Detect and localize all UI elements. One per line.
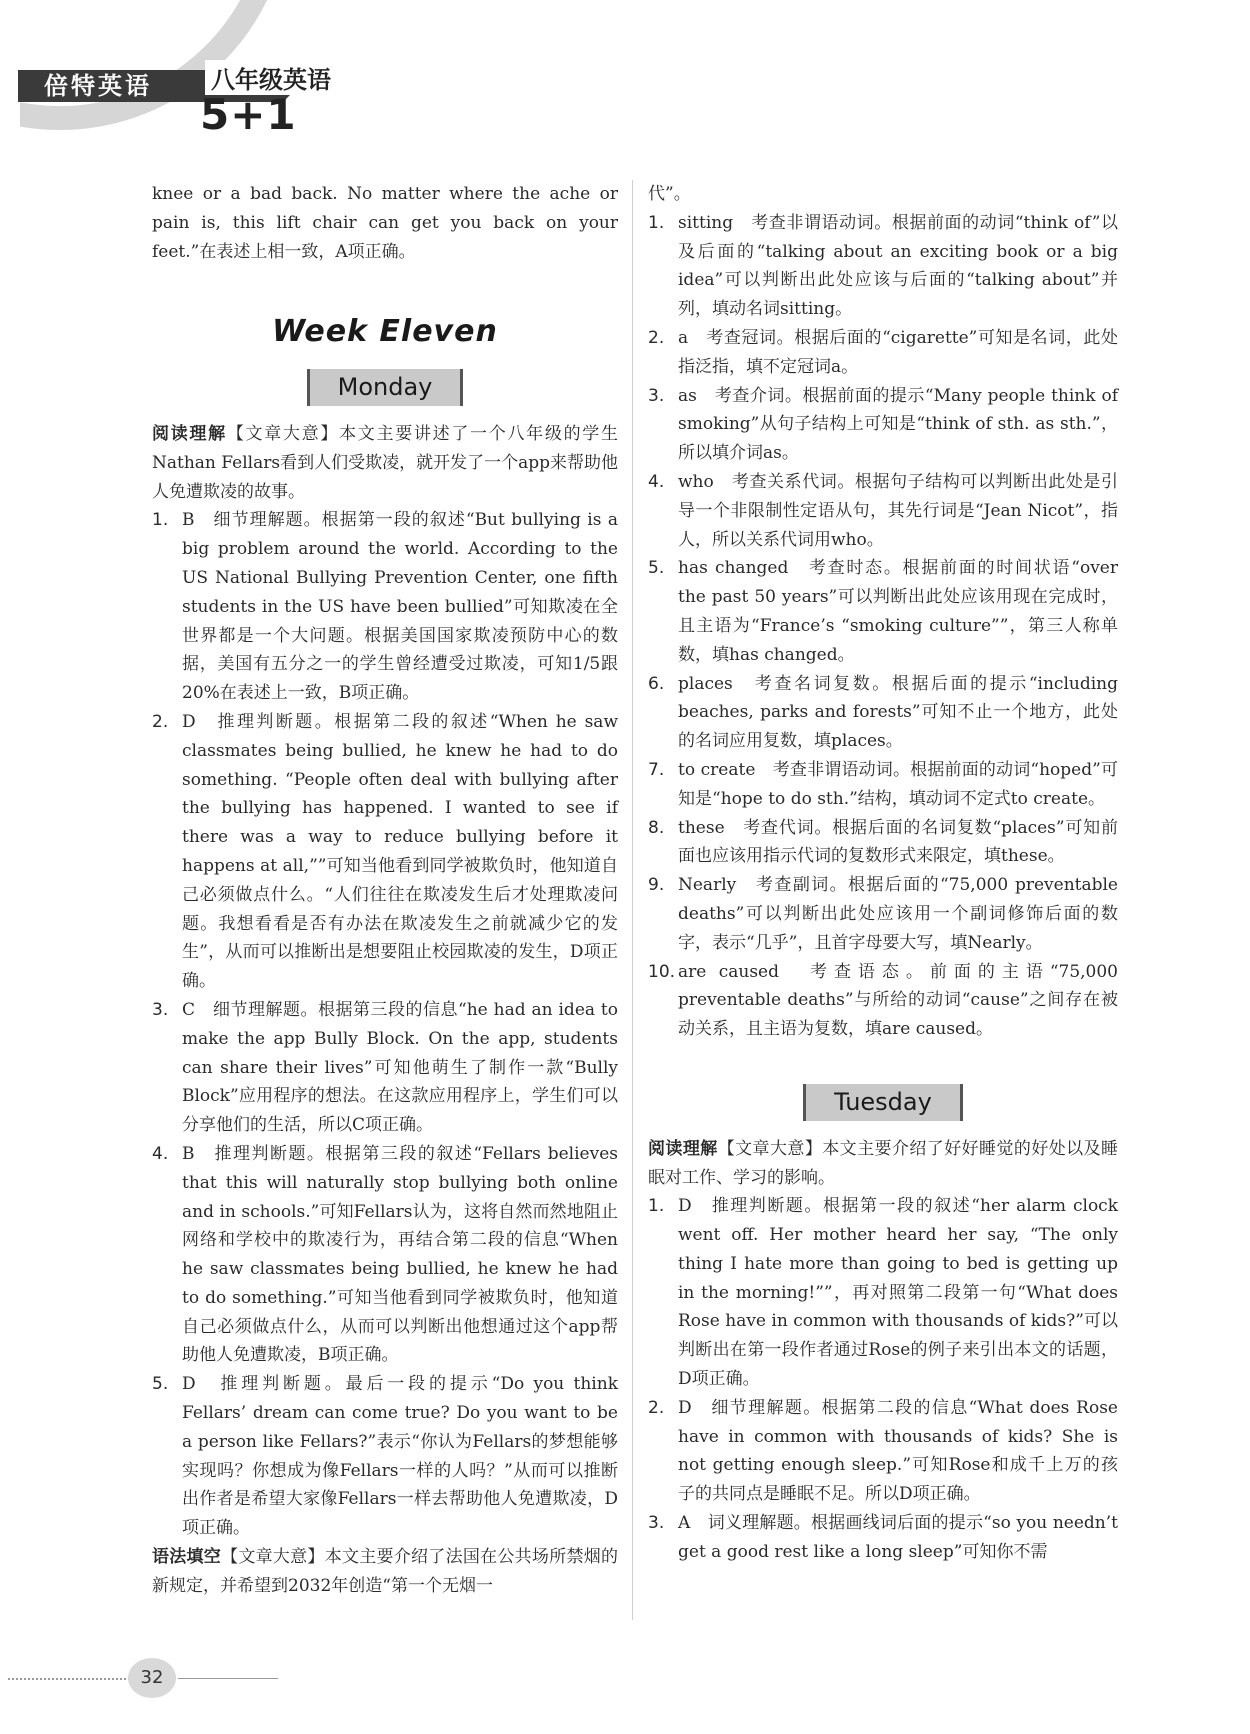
item-number: 9.: [648, 875, 665, 896]
item-text: to create 考查非谓语动词。根据前面的动词“hoped”可知是“hope to do sth.”结构，填动词不定式to create。: [678, 759, 1118, 809]
item-number: 8.: [648, 817, 665, 838]
answer-item: [152, 1370, 618, 1543]
item-text: D 细节理解题。根据第二段的信息“What does Rose have in common with thousands of kids? She is not getting enough sleep.”可知Rose和成千上万的孩子的共同点是睡眠不足。所以D项正确。: [678, 1397, 1118, 1505]
summary-continuation: 代”。: [648, 184, 691, 204]
answer-item: [648, 1509, 1118, 1567]
item-text: has changed 考查时态。根据前面的时间状语“over the past 50 years”可以判断出此处应该用现在完成时，且主语为“France’s “smoking culture””，第三人称单数，填has changed。: [678, 558, 1118, 665]
item-text: B 推理判断题。根据第三段的叙述“Fellars believes that this will naturally stop bullying both online and in schools.”可知Fellars认为，这将自然而然地阻止网络和学校中的欺凌行为，再结合第二段的信息“When he saw classmates being bullied, he knew he had to do something.”可知当他看到同学被欺负时，他知道自己必须做点什么，从而可以判断出他想通过这个app帮助他人免遭欺凌，B项正确。: [182, 1143, 618, 1366]
item-number: 6.: [648, 673, 665, 694]
week-title: Week Eleven: [272, 314, 498, 350]
section-label: 阅读理解: [648, 1138, 718, 1159]
continued-answer: knee or a bad back. No matter where the ache or pain is, this lift chair can get you back on your feet.”在表述上相一致，A项正确。: [152, 184, 618, 262]
answer-item: [648, 1394, 1118, 1509]
answer-item: [152, 708, 618, 996]
answer-item: [648, 814, 1118, 872]
day-badge: Monday: [307, 369, 464, 406]
item-number: 10.: [648, 961, 676, 982]
item-text: a 考查冠词。根据后面的“cigarette”可知是名词，此处指泛指，填不定冠词a。: [678, 327, 1118, 377]
header-decor-mask: [0, 0, 20, 190]
item-text: D 推理判断题。根据第一段的叙述“her alarm clock went off. Her mother heard her say, “The only thing I hate more than going to bed is getting up in the morning!””，再对照第二段第一句“What does Rose have in common with thousands of kids?”可以判断出在第一段作者通过Rose的例子来引出本文的话题，D项正确。: [678, 1196, 1118, 1390]
item-text: these 考查代词。根据后面的名词复数“places”可知前面也应该用指示代词的复数形式来限定，填these。: [678, 817, 1118, 867]
day-heading-monday: [152, 369, 618, 406]
item-number: 1.: [648, 212, 665, 233]
answer-item: [152, 506, 618, 708]
brand-logo: 倍特英语: [44, 72, 152, 100]
item-number: 3.: [648, 1513, 665, 1534]
column-divider: [632, 180, 633, 1620]
answer-item: [648, 670, 1118, 756]
summary-text: 【文章大意】本文主要介绍了好好睡觉的好处以及睡眠对工作、学习的影响。: [648, 1138, 1119, 1188]
item-text: Nearly 考查副词。根据后面的“75,000 preventable deaths”可以判断出此处应该用一个副词修饰后面的数字，表示“几乎”，且首字母要大写，填Nearly。: [678, 875, 1118, 953]
answer-item: [648, 871, 1118, 957]
item-number: 5.: [152, 1374, 169, 1395]
footer-rule: [178, 1678, 278, 1679]
item-number: 2.: [648, 1397, 665, 1418]
section-label: 语法填空: [152, 1547, 222, 1568]
answer-item: [648, 382, 1118, 468]
item-number: 3.: [152, 999, 169, 1020]
summary-text: 【文章大意】本文主要介绍了法国在公共场所禁烟的新规定，并希望到2032年创造“第一个无烟一: [152, 1547, 619, 1596]
answer-item: [648, 1192, 1118, 1394]
item-number: 1.: [648, 1196, 665, 1217]
item-text: D 推理判断题。根据第二段的叙述“When he saw classmates being bullied, he knew he had to do something. “People often deal with bullying after the bullying has happened. I wanted to see if there was a way to reduce bullying before it happens at all,””可知当他看到同学被欺负时，他知道自己必须做点什么。“人们往往在欺凌发生后才处理欺凌问题。我想看看是否有办法在欺凌发生之前就减少它的发生”，从而可以推断出是想要阻止校园欺凌的发生，D项正确。: [182, 711, 618, 992]
item-text: are caused 考查语态。前面的主语“75,000 preventable deaths”与所给的动词“cause”之间存在被动关系，且主语为复数，填are caused。: [678, 961, 1118, 1040]
answer-item: [648, 468, 1118, 554]
answer-item: [648, 756, 1118, 814]
grammar-summary: [152, 1543, 618, 1601]
item-number: 5.: [648, 558, 665, 579]
item-text: C 细节理解题。根据第三段的信息“he had an idea to make the app Bully Block. On the app, students can share their lives”可知他萌生了制作一款“Bully Block”应用程序的想法。在这款应用程序上，学生们可以分享他们的生活，所以C项正确。: [182, 999, 618, 1136]
right-column: [648, 180, 1118, 1567]
item-text: as 考查介词。根据前面的提示“Many people think of smoking”从句子结构上可知是“think of sth. as sth.”，所以填介词as。: [678, 385, 1118, 464]
item-number: 4.: [648, 471, 665, 492]
item-text: D 推理判断题。最后一段的提示“Do you think Fellars’ dream can come true? Do you want to be a person like Fellars?”表示“你认为Fellars的梦想能够实现吗？你想成为像Fellars一样的人吗？”从而可以推断出作者是希望大家像Fellars一样去帮助他人免遭欺凌，D项正确。: [182, 1374, 618, 1539]
answer-item: [648, 958, 1118, 1044]
left-column: [152, 180, 618, 1601]
answer-item: [152, 996, 618, 1140]
item-text: B 细节理解题。根据第一段的叙述“But bullying is a big problem around the world. According to the US National Bullying Prevention Center, one fifth students in the US have been bullied”可知欺凌在全世界都是一个大问题。根据美国国家欺凌预防中心的数据，美国有五分之一的学生曾经遭受过欺凌，可知1/5跟20%在表述上一致，B项正确。: [182, 510, 618, 704]
answer-item: [648, 209, 1118, 324]
item-text: sitting 考查非谓语动词。根据前面的动词“think of”以及后面的“talking about an exciting book or a big idea”可以判断出此处应该与后面的“talking about”并列，填动名词sitting。: [678, 212, 1118, 320]
item-number: 2.: [152, 711, 169, 732]
answer-item: [648, 324, 1118, 382]
item-text: places 考查名词复数。根据后面的提示“including beaches, parks and forests”可知不止一个地方，此处的名词应用复数，填places。: [678, 673, 1118, 752]
item-number: 4.: [152, 1143, 169, 1164]
section-label: 阅读理解: [152, 423, 227, 444]
answer-item: [152, 1140, 618, 1370]
day-badge: Tuesday: [803, 1084, 963, 1121]
answer-item: [648, 554, 1118, 669]
footer-dotted-rule: [8, 1678, 130, 1680]
item-number: 3.: [648, 385, 665, 406]
item-text: who 考查关系代词。根据句子结构可以判断出此处是引导一个非限制性定语从句，其先行词是“Jean Nicot”，指人，所以关系代词用who。: [678, 471, 1118, 550]
grade-title: 八年级英语: [205, 60, 337, 95]
series-number: 5+1: [200, 90, 297, 139]
item-number: 2.: [648, 327, 665, 348]
day-heading-tuesday: [648, 1084, 1118, 1121]
item-number: 1.: [152, 510, 169, 531]
summary-text: 【文章大意】本文主要讲述了一个八年级的学生Nathan Fellars看到人们受欺凌，就开发了一个app来帮助他人免遭欺凌的故事。: [152, 423, 619, 502]
item-number: 7.: [648, 759, 665, 780]
item-text: A 词义理解题。根据画线词后面的提示“so you needn’t get a good rest like a long sleep”可知你不需: [678, 1513, 1118, 1562]
page-number: 32: [128, 1658, 176, 1698]
reading-summary: [152, 420, 618, 506]
reading-summary: [648, 1135, 1118, 1193]
